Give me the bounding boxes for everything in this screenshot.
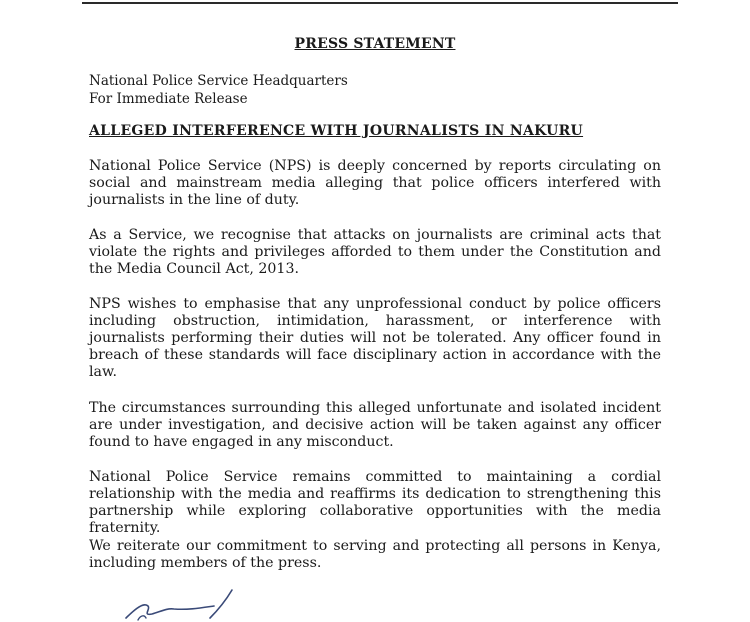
header-line-office: National Police Service Headquarters [89, 73, 348, 89]
document-title: PRESS STATEMENT [294, 36, 456, 52]
paragraph-concern: National Police Service (NPS) is deeply concerned by reports circulating on social and mainstream media alleging that police officers interfered with journalists in the line of duty. [89, 158, 661, 208]
paragraph-commitment: We reiterate our commitment to serving and protecting all persons in Kenya, including members of the press. [89, 538, 661, 571]
paragraph-investigation: The circumstances surrounding this alleged unfortunate and isolated incident are under investigation, and decisive action will be taken against any officer found to have engaged in any misconduct. [89, 400, 661, 450]
header-block [89, 72, 348, 108]
signature [118, 582, 258, 622]
paragraph-conduct: NPS wishes to emphasise that any unprofessional conduct by police officers including obstruction, intimidation, harassment, or interference with journalists performing their duties will not be tolerated. Any officer found in breach of these standards will face disciplinary action in accordance with the law. [89, 296, 661, 380]
statement-heading: ALLEGED INTERFERENCE WITH JOURNALISTS IN NAKURU [89, 123, 584, 139]
header-line-release: For Immediate Release [89, 91, 248, 107]
top-rule [82, 2, 678, 4]
paragraph-recognition: As a Service, we recognise that attacks on journalists are criminal acts that violate the rights and privileges afforded to them under the Constitution and the Media Council Act, 2013. [89, 227, 661, 277]
paragraph-relationship: National Police Service remains committed to maintaining a cordial relationship with the media and reaffirms its dedication to strengthening this partnership while exploring collaborative opportunities with the media fraternity. [89, 469, 661, 536]
